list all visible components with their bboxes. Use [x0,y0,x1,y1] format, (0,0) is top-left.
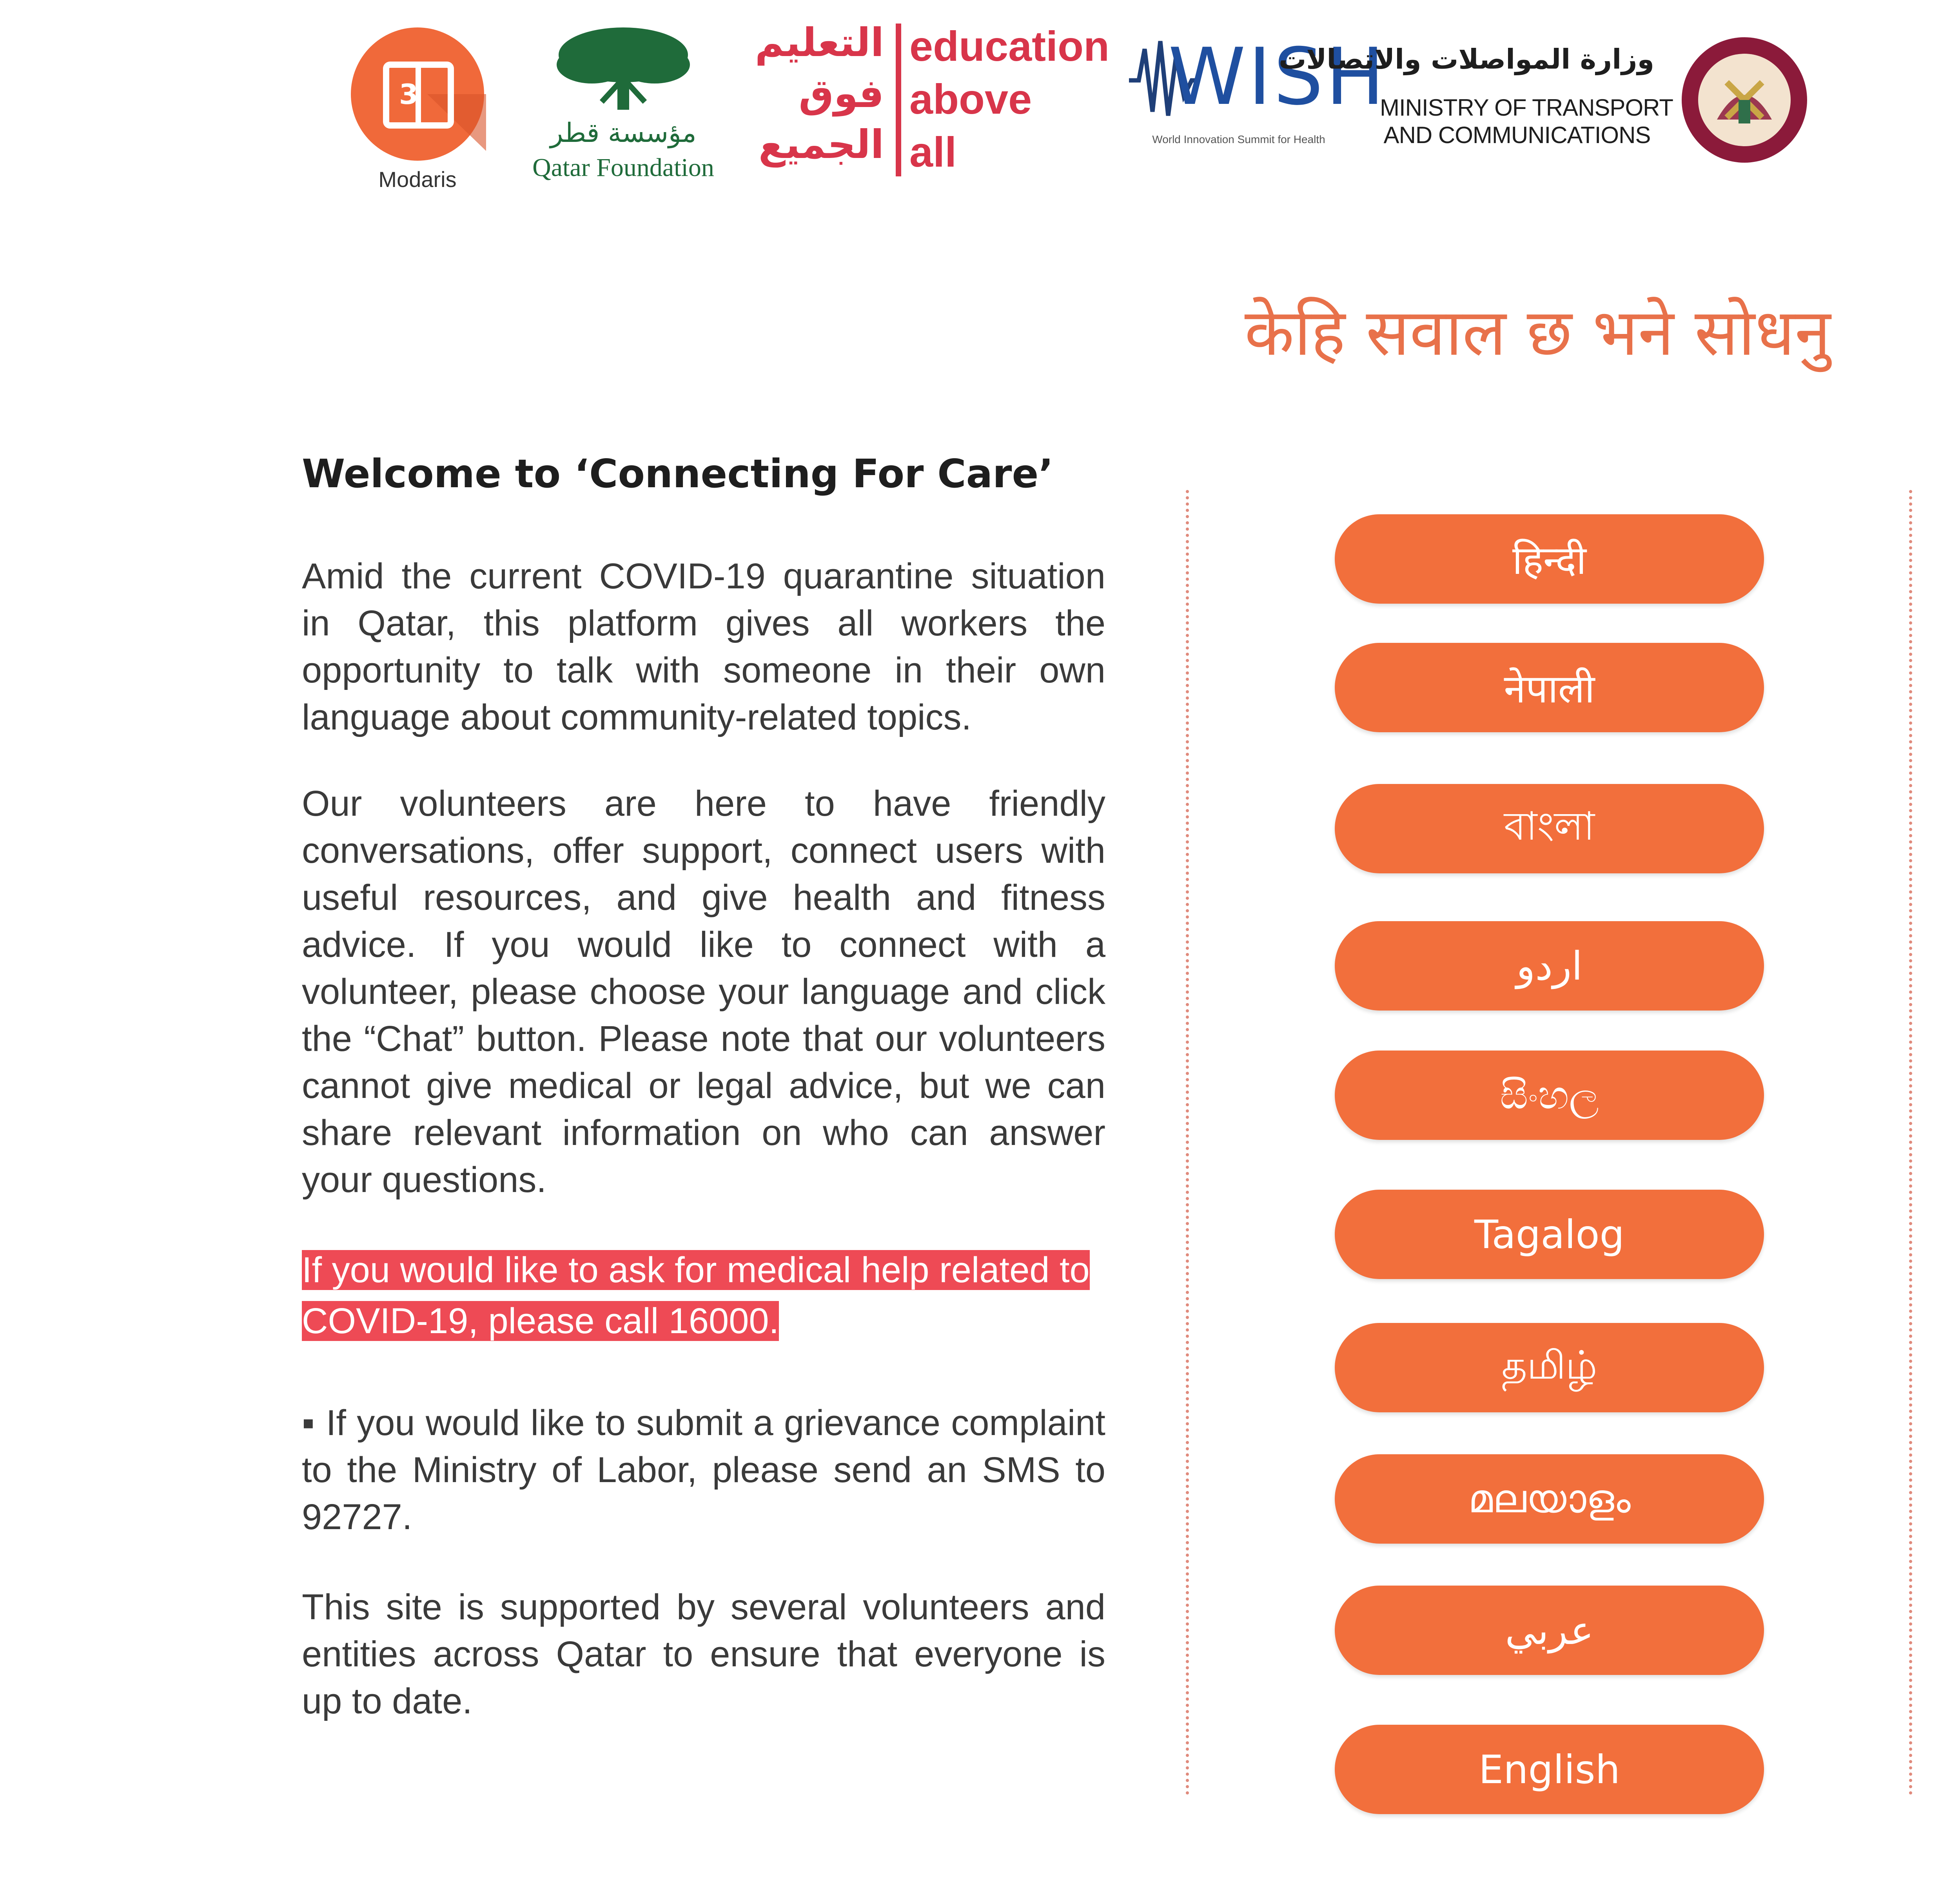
english-heading: Welcome to ‘Connecting For Care’ [302,451,1054,497]
modaris-label: Modaris [378,167,457,192]
language-button-sinhala[interactable]: සිංහල [1335,1051,1764,1140]
qatar-foundation-label-en: Qatar Foundation [532,153,714,182]
language-button-bangla[interactable]: বাংলা [1335,784,1764,873]
english-grievance-paragraph: ▪ If you would like to submit a grievance complaint to the Ministry of Labor, please send an SMS to 92727. [302,1403,1105,1537]
ministry-transport-logo[interactable] [1278,43,1673,161]
svg-text:3: 3 [399,78,418,111]
language-button-hindi[interactable]: हिन्दी [1335,514,1764,604]
eaa-en-line-3: all [909,128,957,176]
qatar-foundation-logo[interactable] [517,24,729,188]
left-divider [1186,490,1189,1795]
state-emblem-icon [1680,35,1809,165]
language-button-urdu[interactable]: اردو [1335,921,1764,1011]
modaris-book-icon [349,25,486,163]
english-medical-help-text: If you would like to ask for medical help related to COVID-19, please call 16000. [302,1250,1090,1341]
language-button-arabic[interactable]: عربي [1335,1586,1764,1675]
eaa-ar-line-2: فوق [799,71,884,116]
eaa-separator [896,24,901,176]
eaa-en-line-1: education [909,22,1110,70]
right-divider [1909,490,1912,1795]
education-above-all-logo[interactable] [755,16,1110,184]
tree-icon [517,24,729,114]
qatar-emblem-logo[interactable] [1680,35,1809,165]
qatar-foundation-label-ar: مؤسسة قطر [550,118,697,149]
ministry-label-en-2: AND COMMUNICATIONS [1383,122,1651,148]
wish-wordmark: WISH [1168,31,1387,123]
eaa-ar-line-3: الجميع [758,122,884,167]
english-medical-help-notice [302,1245,1105,1346]
eaa-ar-line-1: التعليم [755,20,884,65]
english-paragraph-1: Amid the current COVID-19 quarantine situation in Qatar, this platform gives all workers the opportunity to talk with someone in their own language about community-related topics. [302,556,1105,737]
english-support-paragraph: This site is supported by several volunteers and entities across Qatar to ensure that everyone is up to date. [302,1587,1105,1721]
ministry-label-en-1: MINISTRY OF TRANSPORT [1380,94,1673,121]
english-paragraph-2: Our volunteers are here to have friendly conversations, offer support, connect users with useful resources, and give health and fitness advice. If you would like to connect with a volunteer, please choose your language and click the “Chat” button. Please note that our volunteers cannot give medical or legal advice, but we can share relevant information on who can answer your questions. [302,784,1105,1200]
ministry-label-ar: وزارة المواصلات والاتصالات [1278,43,1654,75]
language-button-english[interactable]: English [1335,1725,1764,1814]
wish-caption: World Innovation Summit for Health [1152,133,1325,145]
language-button-tagalog[interactable]: Tagalog [1335,1190,1764,1279]
eaa-en-line-2: above [909,75,1032,123]
modaris-logo[interactable] [349,25,486,194]
page-title: केहि सवाल छ भने सोधनु [1244,295,1831,370]
language-button-malayalam[interactable]: മലയാളം [1335,1454,1764,1544]
language-button-tamil[interactable]: தமிழ் [1335,1323,1764,1412]
language-button-nepali[interactable]: नेपाली [1335,643,1764,732]
